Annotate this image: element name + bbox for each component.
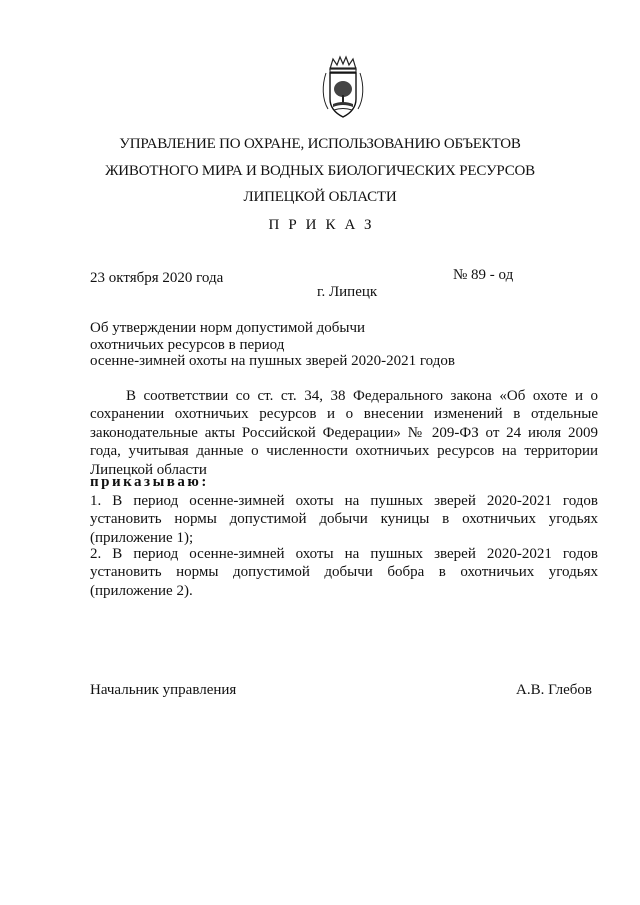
subject-line-3: осенне-зимней охоты на пушных зверей 2020-2021 годов [90, 353, 455, 369]
order-item-line: установить нормы допустимой добычи бобра в охотничьих угодьях [90, 564, 598, 581]
document-date: 23 октября 2020 года [90, 270, 224, 286]
preamble-paragraph [90, 387, 598, 479]
order-item-line: установить нормы допустимой добычи куницы в охотничьих угодьях [90, 511, 598, 528]
preamble-line: законодательные акты Российской Федерации» № 209-ФЗ от 24 июля 2009 [90, 424, 598, 441]
order-item-2 [90, 545, 598, 600]
order-item-line: (приложение 2). [90, 582, 193, 599]
order-item-1 [90, 492, 598, 547]
order-word: приказываю: [90, 474, 209, 490]
preamble-line: Липецкой области [90, 461, 207, 478]
order-item-line: (приложение 1); [90, 529, 194, 546]
preamble-line: В соответствии со ст. ст. 34, 38 Федерального закона «Об охоте и о [126, 388, 598, 404]
document-type-title: ПРИКАЗ [268, 217, 381, 233]
preamble-line: года, учитывая данные о численности охотничьих ресурсов на территории [90, 443, 598, 460]
subject-line-1: Об утверждении норм допустимой добычи [90, 320, 366, 336]
document-place: г. Липецк [317, 284, 378, 300]
organization-line-1: УПРАВЛЕНИЕ ПО ОХРАНЕ, ИСПОЛЬЗОВАНИЮ ОБЪЕКТОВ [119, 136, 521, 152]
order-item-line: 2. В период осенне-зимней охоты на пушных зверей 2020-2021 годов [90, 546, 598, 562]
subject-line-2: охотничьих ресурсов в период [90, 337, 285, 353]
organization-line-2: ЖИВОТНОГО МИРА И ВОДНЫХ БИОЛОГИЧЕСКИХ РЕСУРСОВ [105, 163, 535, 179]
organization-line-3: ЛИПЕЦКОЙ ОБЛАСТИ [243, 189, 397, 205]
order-item-line: 1. В период осенне-зимней охоты на пушных зверей 2020-2021 годов [90, 493, 598, 509]
preamble-line: сохранении охотничьих ресурсов и о внесении изменений в отдельные [90, 406, 598, 423]
signature-name: А.В. Глебов [516, 682, 592, 698]
document-number: № 89 - од [453, 267, 514, 283]
signature-position: Начальник управления [90, 682, 237, 698]
coat-of-arms-icon [318, 55, 368, 121]
